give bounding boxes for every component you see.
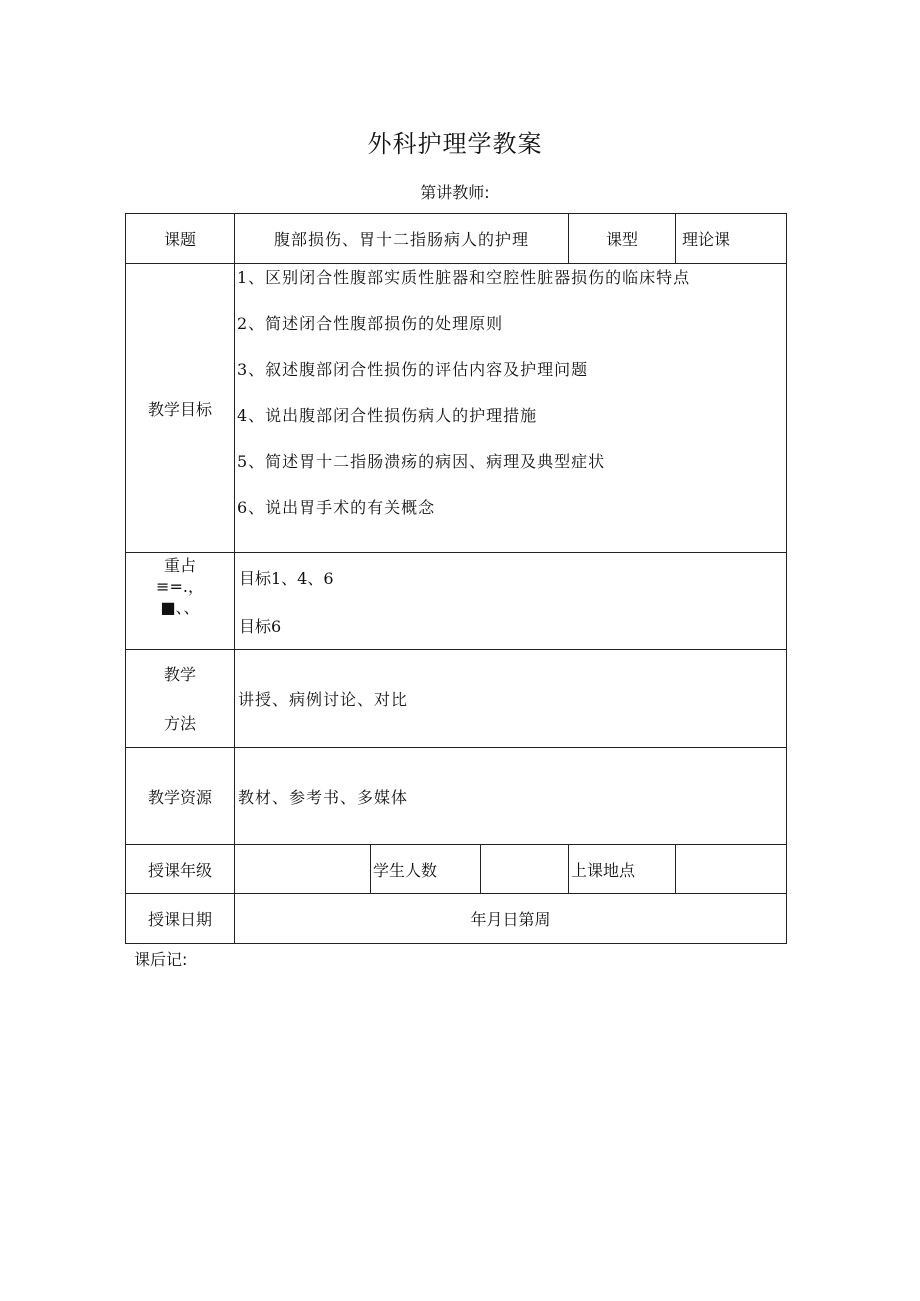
after-class-notes-label: 课后记: (134, 950, 188, 969)
lesson-plan-table (125, 213, 787, 944)
objectives-label: 教学目标 (126, 264, 235, 553)
key-points-row (126, 553, 787, 650)
type-value: 理论课 (676, 214, 787, 264)
objective-item: 5、简述胃十二指肠溃疡的病因、病理及典型症状 (237, 452, 606, 471)
page-title: 外科护理学教案 (367, 130, 543, 158)
grade-value (235, 845, 371, 894)
resource-row (126, 748, 787, 845)
objective-item: 3、叙述腹部闭合性损伤的评估内容及护理问题 (237, 360, 589, 379)
date-row (126, 894, 787, 944)
students-label: 学生人数 (371, 845, 481, 894)
date-label: 授课日期 (126, 894, 235, 944)
location-label: 上课地点 (569, 845, 676, 894)
grade-label: 授课年级 (126, 845, 235, 894)
date-value: 年月日第周 (235, 894, 787, 944)
method-value: 讲授、病例讨论、对比 (235, 650, 787, 748)
key-label-line: 重占 (163, 556, 196, 575)
key-label-line: ■、、 (160, 598, 200, 617)
method-row (126, 650, 787, 748)
type-label: 课型 (569, 214, 676, 264)
teacher-label: 第讲教师: (420, 183, 490, 202)
objective-item: 2、简述闭合性腹部损伤的处理原则 (237, 314, 504, 333)
location-value (676, 845, 787, 894)
resource-value: 教材、参考书、多媒体 (235, 748, 787, 845)
objectives-row (126, 264, 787, 553)
objective-item: 4、说出腹部闭合性损伤病人的护理措施 (237, 406, 538, 425)
objective-item: 6、说出胃手术的有关概念 (237, 498, 436, 517)
objectives-list (235, 264, 787, 553)
objective-item: 1、区别闭合性腹部实质性脏器和空腔性脏器损伤的临床特点 (237, 268, 691, 287)
method-label-line: 教学 (163, 664, 196, 684)
method-label-line: 方法 (163, 713, 196, 733)
topic-row (126, 214, 787, 264)
students-value (481, 845, 569, 894)
difficult-points-value: 目标6 (239, 617, 282, 636)
key-points-label (126, 553, 235, 650)
resource-label: 教学资源 (126, 748, 235, 845)
grade-row (126, 845, 787, 894)
method-label (126, 650, 235, 748)
topic-value: 腹部损伤、胃十二指肠病人的护理 (235, 214, 569, 264)
key-points-cell (235, 553, 787, 650)
key-label-line: ≡=.， (156, 577, 204, 596)
topic-label: 课题 (126, 214, 235, 264)
key-points-value: 目标1、4、6 (239, 569, 334, 588)
